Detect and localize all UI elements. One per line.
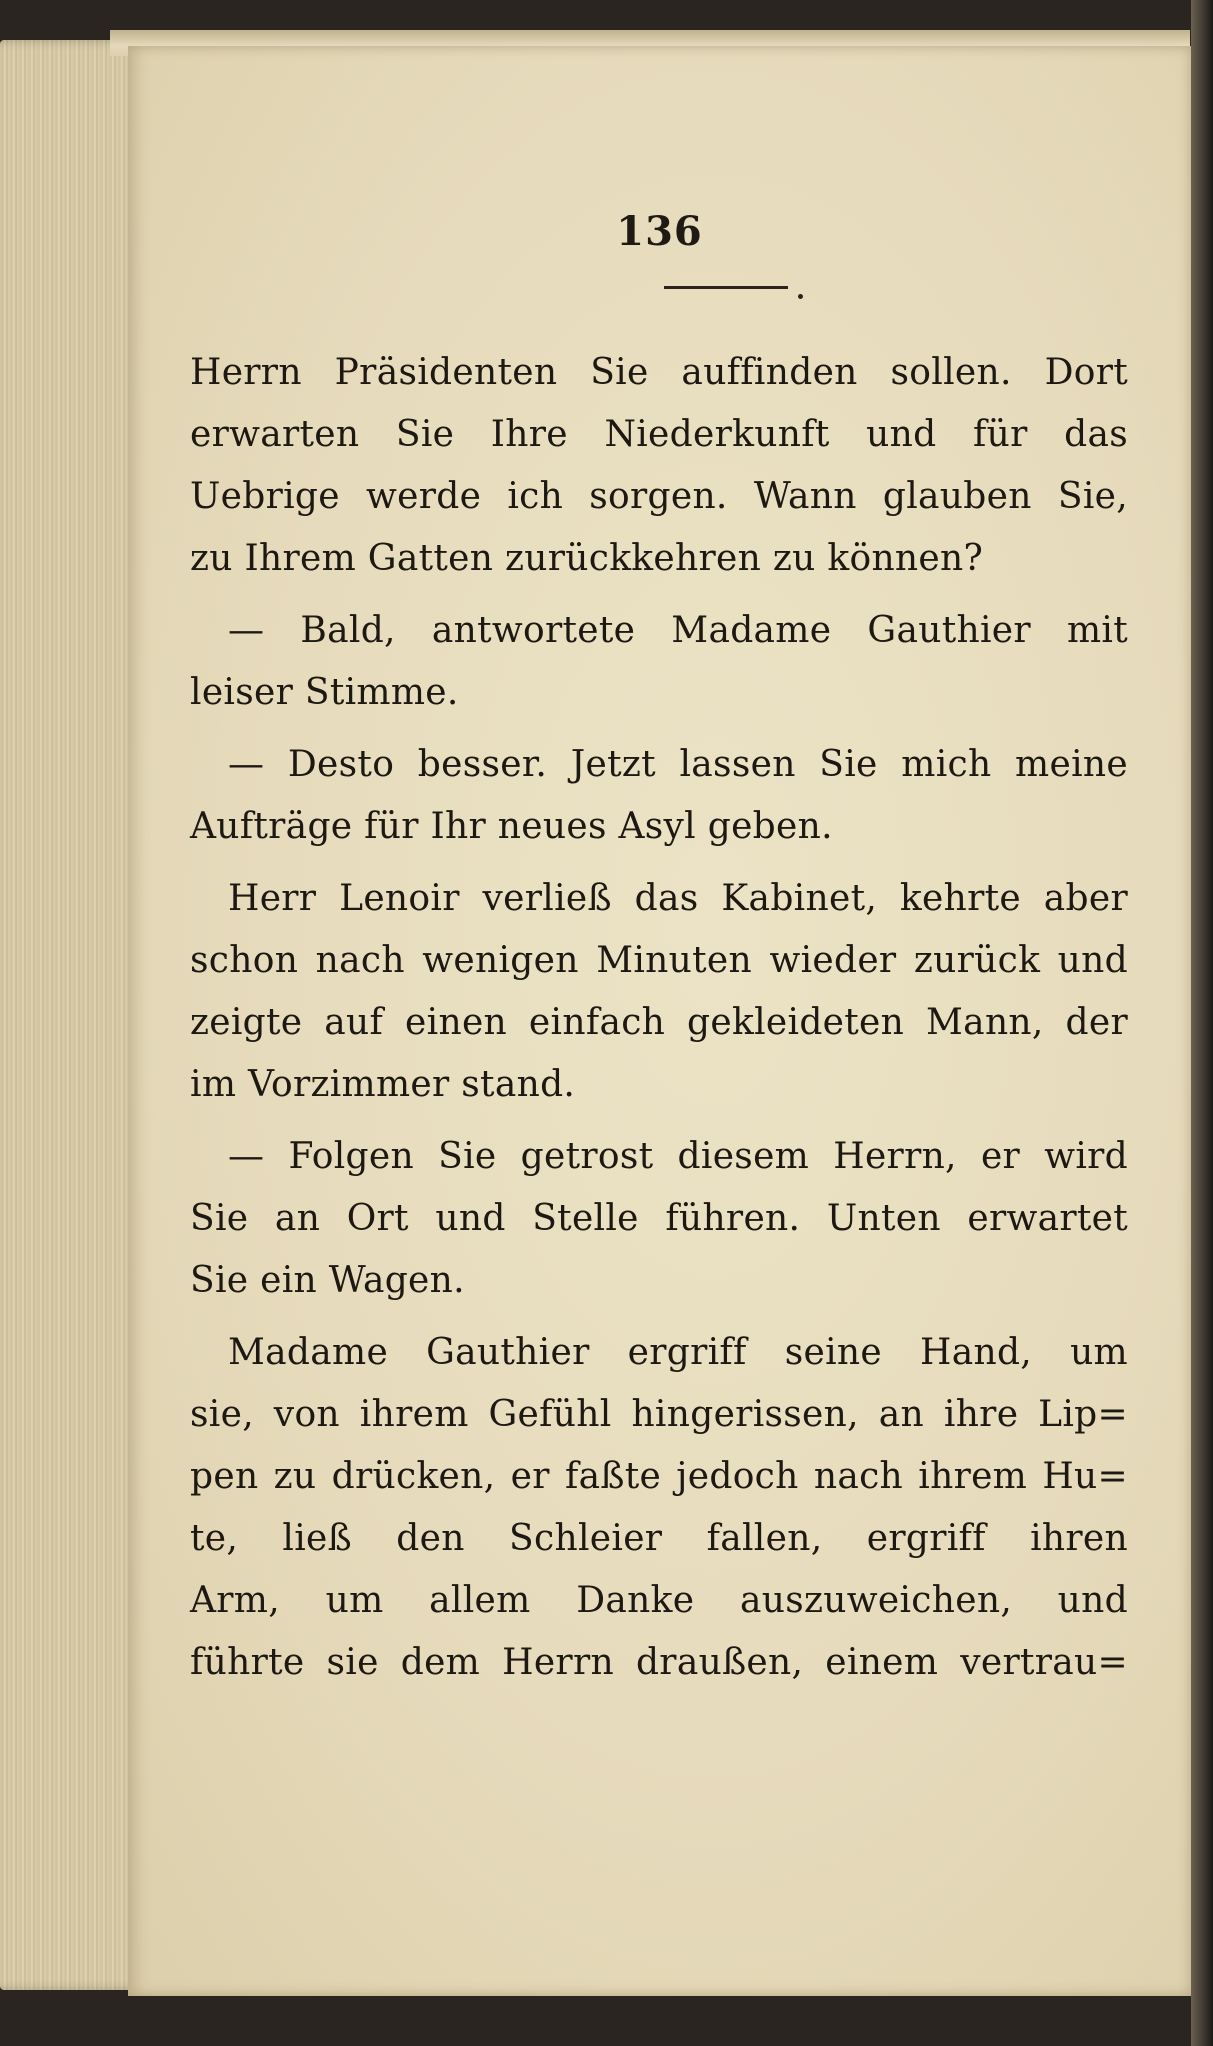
binding-shadow [1191,0,1213,2046]
header-rule-dot [798,294,803,299]
text-line: Herrn Präsidenten Sie auffinden sollen. Dort [190,352,1128,393]
text-line: zeigte auf einen einfach gekleideten Mann, der [190,1002,1128,1043]
text-line: — Desto besser. Jetzt lassen Sie mich meine [228,744,1128,785]
text-line: te, ließ den Schleier fallen, ergriff ihren [190,1518,1128,1559]
header-rule [664,286,788,289]
text-line: — Folgen Sie getrost diesem Herrn, er wird [228,1136,1128,1177]
text-line: im Vorzimmer stand. [190,1064,576,1105]
text-line: Herr Lenoir verließ das Kabinet, kehrte aber [228,878,1128,919]
body-text [190,342,1128,1694]
text-line: pen zu drücken, er faßte jedoch nach ihrem Hu= [190,1456,1128,1497]
text-line: zu Ihrem Gatten zurückkehren zu können? [190,538,984,579]
text-line: erwarten Sie Ihre Niederkunft und für das [190,414,1128,455]
text-line: Arm, um allem Danke auszuweichen, und [190,1580,1128,1621]
text-line: leiser Stimme. [190,672,459,713]
text-line: Madame Gauthier ergriff seine Hand, um [228,1332,1128,1373]
text-line: Sie ein Wagen. [190,1260,465,1301]
text-line: sie, von ihrem Gefühl hingerissen, an ihre Lip= [190,1394,1128,1435]
text-line: Uebrige werde ich sorgen. Wann glauben Sie, [190,476,1128,517]
text-line: führte sie dem Herrn draußen, einem vertrau= [190,1642,1128,1683]
text-line: schon nach wenigen Minuten wieder zurück und [190,940,1128,981]
text-line: — Bald, antwortete Madame Gauthier mit [228,610,1128,651]
page-number: 136 [616,208,703,255]
text-line: Aufträge für Ihr neues Asyl geben. [190,806,833,847]
text-line: Sie an Ort und Stelle führen. Unten erwartet [190,1198,1128,1239]
